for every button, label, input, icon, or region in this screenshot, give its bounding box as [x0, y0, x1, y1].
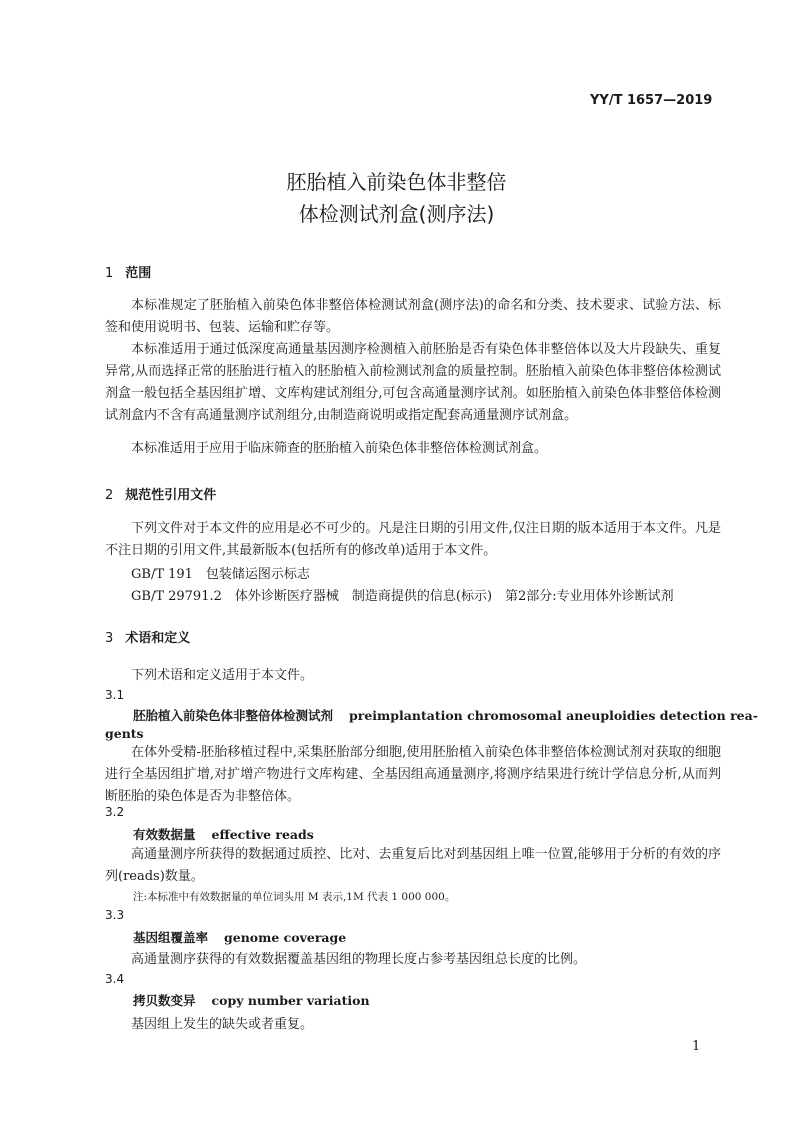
reference-item: GB/T 191 包装储运图示标志	[131, 567, 310, 582]
term-3-1-definition: 在体外受精-胚胎移植过程中,采集胚胎部分细胞,使用胚胎植入前染色体非整倍体检测试剂对获取的细胞进行全基因组扩增,对扩增产物进行文库构建、全基因组高通量测序,将测序结果进行统计学信息分析,从而判断胚胎的染色体是否为非整倍体。	[105, 745, 721, 804]
term-3-2	[133, 825, 314, 843]
term-note: 注:本标准中有效数据量的单位词头用 M 表示,1M 代表 1 000 000。	[133, 891, 456, 903]
term-3-4	[133, 991, 370, 1009]
document-title-line1: 胚胎植入前染色体非整倍	[286, 170, 507, 194]
section-number: 2	[105, 488, 114, 503]
term-english: effective reads	[211, 827, 314, 842]
term-number: 3.1	[105, 688, 125, 702]
term-3-1	[133, 706, 758, 724]
term-3-3	[133, 928, 346, 946]
document-title-line2: 体检测试剂盒(测序法)	[298, 202, 495, 226]
section-3-heading	[105, 627, 190, 646]
section-2-heading	[105, 484, 216, 503]
term-english: genome coverage	[224, 930, 347, 945]
scope-paragraph-3: 本标准适用于应用于临床筛查的胚胎植入前染色体非整倍体检测试剂盒。	[131, 441, 548, 456]
term-english: preimplantation chromosomal aneuploidies detection rea-	[349, 708, 758, 723]
section-1-heading	[105, 262, 151, 281]
references-intro: 下列文件对于本文件的应用是必不可少的。凡是注日期的引用文件,仅注日期的版本适用于本文件。凡是不注日期的引用文件,其最新版本(包括所有的修改单)适用于本文件。	[105, 521, 721, 558]
term-3-2-definition: 高通量测序所获得的数据通过质控、比对、去重复后比对到基因组上唯一位置,能够用于分析的有效的序列(reads)数量。	[105, 847, 721, 884]
term-3-3-definition: 高通量测序获得的有效数据覆盖基因组的物理长度占参考基因组总长度的比例。	[131, 952, 587, 967]
term-english-continued: gents	[105, 726, 144, 741]
reference-item: GB/T 29791.2 体外诊断医疗器械 制造商提供的信息(标示) 第2部分:专业用体外诊断试剂	[131, 589, 674, 604]
page-number: 1	[692, 1039, 701, 1054]
standard-number: YY/T 1657—2019	[590, 93, 713, 108]
section-title: 术语和定义	[125, 631, 191, 646]
scope-paragraph-1: 本标准规定了胚胎植入前染色体非整倍体检测试剂盒(测序法)的命名和分类、技术要求、试验方法、标签和使用说明书、包装、运输和贮存等。	[105, 298, 721, 335]
section-number: 3	[105, 631, 114, 646]
term-number: 3.4	[105, 972, 125, 986]
section-title: 范围	[125, 266, 152, 281]
term-number: 3.2	[105, 805, 125, 819]
term-chinese: 胚胎植入前染色体非整倍体检测试剂	[133, 708, 334, 723]
term-3-4-definition: 基因组上发生的缺失或者重复。	[131, 1017, 314, 1032]
term-english: copy number variation	[211, 993, 370, 1008]
terms-intro: 下列术语和定义适用于本文件。	[131, 668, 314, 683]
term-chinese: 拷贝数变异	[133, 993, 196, 1008]
term-chinese: 基因组覆盖率	[133, 930, 209, 945]
scope-paragraph-2: 本标准适用于通过低深度高通量基因测序检测植入前胚胎是否有染色体非整倍体以及大片段缺失、重复异常,从而选择正常的胚胎进行植入的胚胎植入前检测试剂盒的质量控制。胚胎植入前染色体非整倍体检测试剂盒一般包括全基因组扩增、文库构建试剂组分,可包含高通量测序试剂。如胚胎植入前染色体非整倍体检测试剂盒内不含有高通量测序试剂组分,由制造商说明或指定配套高通量测序试剂盒。	[105, 342, 721, 423]
section-title: 规范性引用文件	[125, 488, 217, 503]
term-number: 3.3	[105, 908, 125, 922]
term-chinese: 有效数据量	[133, 827, 196, 842]
section-number: 1	[105, 266, 114, 281]
